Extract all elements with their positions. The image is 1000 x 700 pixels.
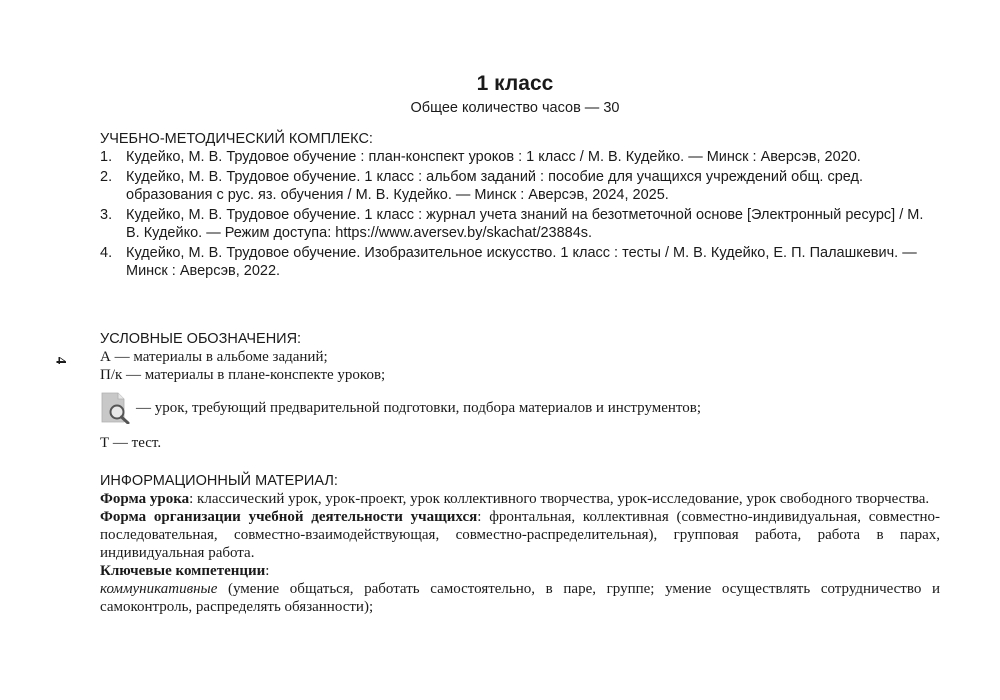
- info-org-paragraph: [100, 508, 940, 562]
- info-form-paragraph: [100, 490, 940, 508]
- umk-item-text: Кудейко, М. В. Трудовое обучение. 1 класс : журнал учета знаний на безотметочной основе [Электронный ресурс] / М. В. Кудейко. — Режим доступа: https://www.aversev.by/skachat/23884s.: [126, 207, 924, 241]
- umk-item-text: Кудейко, М. В. Трудовое обучение : план-конспект уроков : 1 класс / М. В. Кудейко. — Минск : Аверсэв, 2020.: [126, 149, 861, 165]
- page-number: 4: [52, 356, 69, 365]
- umk-item-text: Кудейко, М. В. Трудовое обучение. 1 класс : альбом заданий : пособие для учащихся учреждений общ. сред. образования с рус. яз. обучения / М. В. Кудейко. — Минск : Аверсэв, 2024, 2025.: [126, 169, 864, 203]
- umk-item: [100, 148, 940, 166]
- umk-item-text: Кудейко, М. В. Трудовое обучение. Изобразительное искусство. 1 класс : тесты / М. В. Кудейко, Е. П. Палашкевич. — Минск : Аверсэв, 2022.: [126, 245, 917, 279]
- umk-item-number: 3.: [100, 207, 113, 223]
- legend-line-t: Т — тест.: [100, 435, 162, 451]
- legend-line-icon-row: [100, 392, 940, 424]
- info-org-label: Форма организации учебной деятельности учащихся: [100, 509, 478, 525]
- umk-list: [100, 148, 940, 280]
- total-hours: Общее количество часов — 30: [410, 100, 620, 116]
- info-comp-label: Ключевые компетенции: [100, 563, 266, 579]
- legend-line-a: А — материалы в альбоме заданий;: [100, 349, 328, 365]
- info-heading: ИНФОРМАЦИОННЫЙ МАТЕРИАЛ:: [100, 473, 338, 489]
- info-form-text: : классический урок, урок-проект, урок коллективного творчества, урок-исследование, урок свободного творчества.: [189, 491, 930, 507]
- umk-item-number: 2.: [100, 169, 113, 185]
- umk-item-number: 1.: [100, 149, 113, 165]
- umk-section: [100, 130, 940, 282]
- info-comp-paragraph: [100, 562, 940, 580]
- info-form-label: Форма урока: [100, 491, 190, 507]
- info-org-text: : фронтальная, коллективная (совместно-индивидуальная, совместно-последовательная, совместно-взаимодействующая, совместно-распределительная), групповая работа, работа в парах, индивидуальная работа.: [100, 509, 940, 561]
- info-comm-label: коммуникативные: [100, 581, 218, 597]
- umk-item: [100, 244, 940, 280]
- page-title: 1 класс: [476, 72, 554, 95]
- info-comp-colon: :: [265, 563, 270, 579]
- info-comm-text: (умение общаться, работать самостоятельно, в паре, группе; умение осуществлять сотрудничество и самоконтроль, распределять обязанности);: [100, 581, 940, 615]
- umk-item: [100, 206, 940, 242]
- info-section: [100, 472, 940, 616]
- legend-section: [100, 330, 940, 452]
- legend-heading: УСЛОВНЫЕ ОБОЗНАЧЕНИЯ:: [100, 331, 302, 347]
- legend-line-pk: П/к — материалы в плане-конспекте уроков;: [100, 367, 386, 383]
- umk-item-number: 4.: [100, 245, 113, 261]
- document-magnifier-icon: [100, 392, 130, 424]
- umk-item: [100, 168, 940, 204]
- info-comm-paragraph: [100, 580, 940, 616]
- umk-heading: УЧЕБНО-МЕТОДИЧЕСКИЙ КОМПЛЕКС:: [100, 131, 373, 147]
- legend-line-icon: — урок, требующий предварительной подготовки, подбора материалов и инструментов;: [136, 400, 702, 416]
